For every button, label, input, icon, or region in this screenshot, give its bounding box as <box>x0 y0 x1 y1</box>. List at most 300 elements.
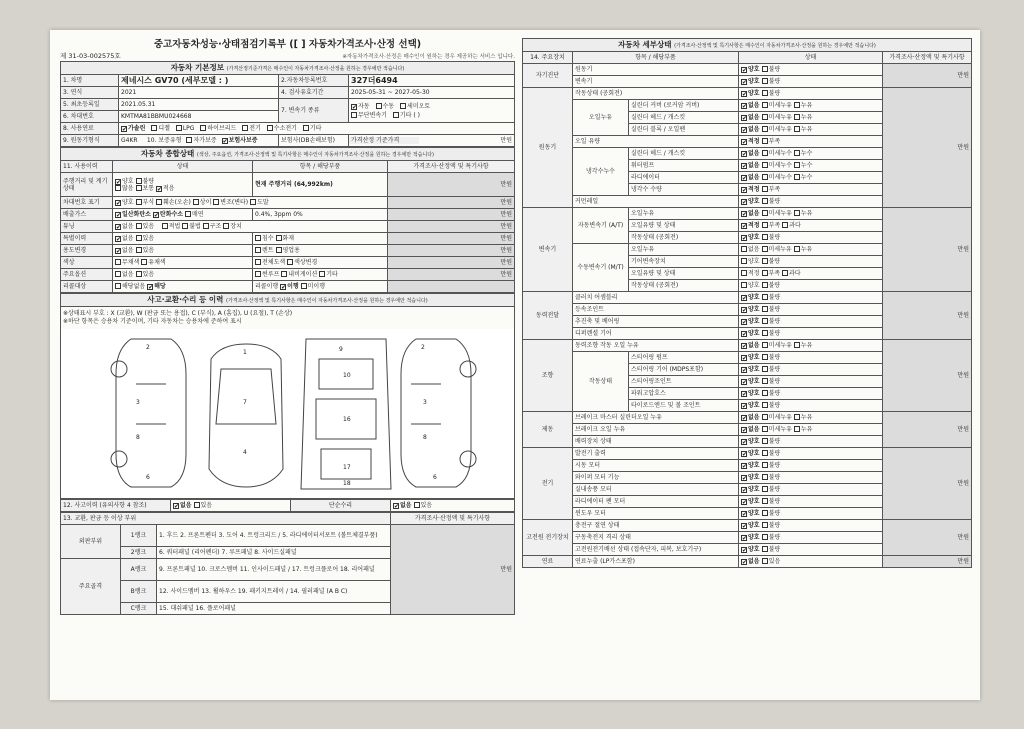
rankB-label: B랭크 <box>121 580 157 602</box>
detail-state <box>739 100 883 112</box>
state-option-label: 양호 <box>748 474 762 481</box>
state-checkbox[interactable] <box>762 378 768 384</box>
checkbox-lpg[interactable] <box>176 125 182 131</box>
state-checkbox[interactable] <box>741 270 747 276</box>
checkbox-diesel[interactable] <box>151 125 157 131</box>
detail-body <box>523 64 972 568</box>
svg-text:2: 2 <box>421 343 425 351</box>
detail-item: 고전원전기배선 상태 (접속단자, 피복, 보호기구) <box>573 544 739 556</box>
state-checkbox[interactable] <box>794 150 800 156</box>
state-checkbox[interactable] <box>762 510 768 516</box>
detail-state <box>739 76 883 88</box>
rank2-label: 2랭크 <box>121 546 157 558</box>
state-checkbox[interactable] <box>762 246 768 252</box>
state-option-label: 불량 <box>768 306 781 313</box>
state-checkbox[interactable] <box>741 487 747 493</box>
state-checkbox[interactable] <box>741 295 747 301</box>
state-checkbox[interactable] <box>782 222 788 228</box>
checkbox-electric[interactable] <box>242 125 248 131</box>
row-recall-state: 해당없음 ✔해당 <box>113 281 253 293</box>
state-checkbox[interactable] <box>741 391 747 397</box>
detail-state <box>739 412 883 424</box>
inspection-period-label: 4. 검사유효기간 <box>279 87 349 99</box>
state-checkbox[interactable] <box>741 187 747 193</box>
state-checkbox[interactable] <box>741 439 747 445</box>
detail-group-name: 전기 <box>523 448 573 520</box>
detail-item: 스티어링 기어 (MDPS포함) <box>629 364 739 376</box>
detail-state <box>739 376 883 388</box>
state-option-label: 불량 <box>768 522 781 529</box>
state-option-label: 불량 <box>768 486 781 493</box>
state-checkbox[interactable] <box>741 139 747 145</box>
reg-number-label: 2.자동차등록번호 <box>279 75 349 87</box>
detail-item: 구동축전지 격리 상태 <box>573 532 739 544</box>
state-checkbox[interactable] <box>741 499 747 505</box>
state-option-label: 양호 <box>748 390 762 397</box>
state-option-label: 누수 <box>800 150 813 157</box>
transmission-label: 7. 변속기 종류 <box>279 99 349 123</box>
detail-state <box>739 88 883 100</box>
state-checkbox[interactable] <box>762 282 768 288</box>
detail-state <box>739 268 883 280</box>
detail-item: 원동기 <box>573 64 739 76</box>
detail-state <box>739 484 883 496</box>
col-item: 항목 / 해당부품 <box>253 161 388 173</box>
state-option-label: 부족 <box>768 222 783 229</box>
state-checkbox[interactable] <box>762 426 768 432</box>
svg-text:1: 1 <box>243 348 247 356</box>
state-option-label: 부족 <box>768 138 781 145</box>
state-checkbox[interactable] <box>762 270 768 276</box>
rankB-items: 12. 사이드멤버 13. 휠하우스 19. 패키지트레이 / 14. 필러패널 (A B C) <box>157 580 391 602</box>
state-option-label: 없음 <box>748 162 762 169</box>
state-checkbox[interactable] <box>741 223 747 229</box>
state-checkbox[interactable] <box>794 126 800 132</box>
state-checkbox[interactable] <box>741 427 747 433</box>
detail-subgroup-name: 오일누유 <box>573 100 629 136</box>
state-checkbox[interactable] <box>741 199 747 205</box>
row-tuning-price: 만원 <box>388 221 515 233</box>
state-checkbox[interactable] <box>762 186 768 192</box>
rank2-items: 6. 쿼터패널 (리어펜더) 7. 루프패널 8. 사이드실패널 <box>157 546 391 558</box>
detail-item: 충전구 절연 상태 <box>573 520 739 532</box>
state-option-label: 없음 <box>748 114 762 121</box>
state-checkbox[interactable] <box>794 114 800 120</box>
state-checkbox[interactable] <box>762 174 768 180</box>
car-outline-drawing <box>61 329 516 499</box>
reg-number-value: 327더6494 <box>349 75 515 87</box>
overall-status-header: 자동차 종합상태 (색상, 주요옵션, 가격조사·산정액 및 특기사항은 매수인이 자동차가격조사·산정을 원하는 경우에만 적습니다) <box>61 148 515 161</box>
svg-text:2: 2 <box>146 343 150 351</box>
detail-item: 브레이크 마스터 실린더오일 누유 <box>573 412 739 424</box>
checkbox-auto[interactable] <box>351 104 357 110</box>
state-option-label: 적정 <box>748 186 762 193</box>
state-checkbox[interactable] <box>741 175 747 181</box>
state-checkbox[interactable] <box>762 498 768 504</box>
checkbox-hybrid[interactable] <box>200 125 206 131</box>
inspection-record-sheet <box>50 30 980 700</box>
state-checkbox[interactable] <box>741 67 747 73</box>
state-checkbox[interactable] <box>762 534 768 540</box>
checkbox-gasoline[interactable] <box>121 126 127 132</box>
state-checkbox[interactable] <box>741 103 747 109</box>
state-checkbox[interactable] <box>794 414 800 420</box>
state-checkbox[interactable] <box>741 535 747 541</box>
price-basis-unit: 만원 <box>500 137 512 144</box>
state-checkbox[interactable] <box>762 318 768 324</box>
exchange-label: 13. 교환, 판금 등 이상 부위 <box>61 512 391 524</box>
state-option-label: 미세누수 <box>768 174 794 181</box>
state-option-label: 양호 <box>748 450 762 457</box>
checkbox-fuel-other[interactable] <box>303 125 309 131</box>
detail-item: 실내송풍 모터 <box>573 484 739 496</box>
row-emission-state: ✔ 일산화탄소 ✔ 탄화수소 매연 <box>113 209 253 221</box>
row-options-item: 썬루프 내비게이션 기타 <box>253 269 388 281</box>
state-checkbox[interactable] <box>762 78 768 84</box>
state-checkbox[interactable] <box>741 367 747 373</box>
state-checkbox[interactable] <box>741 127 747 133</box>
detail-item: 실린더 헤드 / 개스킷 <box>629 112 739 124</box>
state-checkbox[interactable] <box>762 222 768 228</box>
state-checkbox[interactable] <box>741 246 747 252</box>
main-frame-label: 주요골격 <box>61 558 121 614</box>
detail-state <box>739 256 883 268</box>
detail-item: 오일유량 및 상태 <box>629 268 739 280</box>
detail-state <box>739 472 883 484</box>
state-checkbox[interactable] <box>741 379 747 385</box>
detail-item: 커먼레일 <box>573 196 739 208</box>
price-basis-label: 가격산정 기준가격 <box>349 137 419 144</box>
state-checkbox[interactable] <box>762 150 768 156</box>
state-checkbox[interactable] <box>762 294 768 300</box>
car-name-label: 1. 차명 <box>61 75 119 87</box>
detail-subgroup-name: 냉각수누수 <box>573 148 629 196</box>
state-option-label: 불량 <box>768 498 781 505</box>
state-option-label: 없음 <box>748 210 762 217</box>
rankC-label: C랭크 <box>121 602 157 614</box>
state-checkbox[interactable] <box>762 450 768 456</box>
detail-state <box>739 400 883 412</box>
inspection-period-value: 2025-05-31 ~ 2027-05-30 <box>349 87 515 99</box>
detail-state <box>739 532 883 544</box>
state-option-label: 미세누유 <box>768 342 794 349</box>
row-color-item: 전체도색 색상변경 <box>253 257 388 269</box>
state-option-label: 적정 <box>748 270 762 277</box>
state-option-label: 없음 <box>748 102 762 109</box>
detail-state <box>739 184 883 196</box>
checkbox-other[interactable] <box>393 112 399 118</box>
state-checkbox[interactable] <box>762 558 768 564</box>
detail-item: 추진축 및 베어링 <box>573 316 739 328</box>
state-checkbox[interactable] <box>741 163 747 169</box>
state-checkbox[interactable] <box>762 438 768 444</box>
state-checkbox[interactable] <box>741 415 747 421</box>
state-option-label: 양호 <box>748 282 762 289</box>
state-checkbox[interactable] <box>741 307 747 313</box>
state-checkbox[interactable] <box>762 138 768 144</box>
rank1-items: 1. 후드 2. 프론트펜더 3. 도어 4. 트렁크리드 / 5. 라디에이터서포트 (볼트체결부품) <box>157 524 391 546</box>
detail-state <box>739 496 883 508</box>
state-option-label: 없음 <box>748 150 762 157</box>
detail-item: 오일누유 <box>629 244 739 256</box>
detail-state <box>739 328 883 340</box>
row-color-price: 만원 <box>388 257 515 269</box>
state-checkbox[interactable] <box>741 91 747 97</box>
state-option-label: 없음 <box>748 342 762 349</box>
row-options-price: 만원 <box>388 269 515 281</box>
row-vin-mark-name: 차대번호 표기 <box>61 197 113 209</box>
state-checkbox[interactable] <box>741 511 747 517</box>
detail-state <box>739 460 883 472</box>
state-checkbox[interactable] <box>762 486 768 492</box>
detail-state <box>739 364 883 376</box>
state-option-label: 누유 <box>800 246 813 253</box>
state-checkbox[interactable] <box>741 343 747 349</box>
state-option-label: 불량 <box>768 282 781 289</box>
state-checkbox[interactable] <box>762 102 768 108</box>
state-checkbox[interactable] <box>741 79 747 85</box>
detail-state <box>739 340 883 352</box>
detail-group-name: 제동 <box>523 412 573 448</box>
checkbox-insurer-warranty[interactable] <box>222 138 228 144</box>
detail-item: 라디에이터 팬 모터 <box>573 496 739 508</box>
state-checkbox[interactable] <box>762 414 768 420</box>
rank1-label: 1랭크 <box>121 524 157 546</box>
state-option-label: 양호 <box>748 486 762 493</box>
state-option-label: 불량 <box>768 534 781 541</box>
document-number: 제 31-03-002575호 <box>60 52 121 60</box>
state-checkbox[interactable] <box>741 451 747 457</box>
state-option-label: 불량 <box>768 234 781 241</box>
state-option-label: 누유 <box>800 426 813 433</box>
state-option-label: 불량 <box>768 330 781 337</box>
state-option-label: 양호 <box>748 198 762 205</box>
detail-subgroup-name: 수동변속기 (M/T) <box>573 244 629 292</box>
exchange-price: 만원 <box>391 524 515 614</box>
state-checkbox[interactable] <box>762 114 768 120</box>
state-checkbox[interactable] <box>741 355 747 361</box>
state-option-label: 누수 <box>800 174 813 181</box>
svg-text:18: 18 <box>343 479 351 487</box>
state-checkbox[interactable] <box>762 546 768 552</box>
detail-item: 발전기 출력 <box>573 448 739 460</box>
detail-item: 실린더 블록 / 오일팬 <box>629 124 739 136</box>
state-option-label: 양호 <box>748 366 762 373</box>
detail-item: 브레이크 오일 누유 <box>573 424 739 436</box>
state-checkbox[interactable] <box>741 403 747 409</box>
state-checkbox[interactable] <box>794 210 800 216</box>
row-usage-price: 만원 <box>388 245 515 257</box>
detail-state <box>739 208 883 220</box>
simple-repair-label: 단순수리 <box>291 499 391 511</box>
state-option-label: 없음 <box>748 126 762 133</box>
col-detail-item: 항목 / 해당부품 <box>573 52 739 64</box>
svg-text:17: 17 <box>343 463 351 471</box>
detail-group-name: 원동기 <box>523 88 573 208</box>
detail-group-price: 만원 <box>883 340 972 412</box>
detail-state <box>739 64 883 76</box>
detail-state <box>739 316 883 328</box>
row-usage-item: 렌트 영업용 <box>253 245 388 257</box>
svg-text:6: 6 <box>433 473 437 481</box>
state-option-label: 누유 <box>800 102 813 109</box>
checkbox-self-warranty[interactable] <box>186 137 192 143</box>
detail-group-price: 만원 <box>883 88 972 208</box>
state-checkbox[interactable] <box>794 426 800 432</box>
state-checkbox[interactable] <box>741 523 747 529</box>
detail-state <box>739 124 883 136</box>
row-odometer-item: 현재 주행거리 (64,992km) <box>253 173 388 197</box>
detail-state <box>739 304 883 316</box>
detail-item: 오일누유 <box>629 208 739 220</box>
state-checkbox[interactable] <box>762 474 768 480</box>
state-checkbox[interactable] <box>762 126 768 132</box>
state-option-label: 불량 <box>768 546 781 553</box>
checkbox-semi-auto[interactable] <box>400 103 406 109</box>
state-option-label: 양호 <box>748 378 762 385</box>
state-checkbox[interactable] <box>762 198 768 204</box>
state-option-label: 과다 <box>789 270 801 277</box>
detail-state <box>739 544 883 556</box>
state-checkbox[interactable] <box>741 115 747 121</box>
detail-group-name: 고전원 전기장치 <box>523 520 573 556</box>
row-color-name: 색상 <box>61 257 113 269</box>
checkbox-cvt[interactable] <box>351 112 357 118</box>
detail-row <box>523 292 972 304</box>
detail-item: 시동 모터 <box>573 460 739 472</box>
state-checkbox[interactable] <box>762 366 768 372</box>
first-reg-label: 5. 최초등록일 <box>61 99 119 111</box>
state-option-label: 누유 <box>800 126 813 133</box>
detail-item: 배력장치 상태 <box>573 436 739 448</box>
detail-subgroup-name: 작동상태 <box>573 352 629 412</box>
detail-state <box>739 112 883 124</box>
state-checkbox[interactable] <box>762 354 768 360</box>
document-title: 중고자동차성능·상태점검기록부 ([ ] 자동차가격조사·산정 선택) <box>153 39 422 50</box>
basic-info-table: 자동차 기본정보 (가격산정기준가격은 매수인이 자동차가격조사·산정을 원하는 경우에만 적습니다) 1. 차명 제네시스 GV70 (세부모델 : ) 2.자동차등록번호 327더6494 3. 연식 2021 4. 검사유효기간 2025-05-31 ~ 2027-05-30 5. 최초등록일 2021.05.31 7. 변속기 종류 ✔자동 수동 세미오토 무단변속기 기타 ( ) 6. 차대번호 KMTMA81BBMU024668 8. 사용연료 ✔ 가솔린 디젤 LPG 하이브리드 전기 수소전기 기타 9. 원동기형식 G4KR 10. 보증유형 자가보증 ✔ 보험사보증 보험사(DB손해보험) 가격산정 기준가격 만원 <box>60 61 515 147</box>
state-checkbox[interactable] <box>741 463 747 469</box>
state-checkbox[interactable] <box>741 559 747 565</box>
state-checkbox[interactable] <box>762 402 768 408</box>
state-option-label: 양호 <box>748 546 762 553</box>
detail-state <box>739 388 883 400</box>
detail-state <box>739 508 883 520</box>
detail-group-price: 만원 <box>883 208 972 292</box>
right-column <box>522 38 972 568</box>
state-checkbox[interactable] <box>762 66 768 72</box>
col-detail-price: 가격조사·산정액 및 특기사항 <box>883 52 972 64</box>
svg-text:16: 16 <box>343 415 351 423</box>
state-checkbox[interactable] <box>794 342 800 348</box>
state-checkbox[interactable] <box>762 306 768 312</box>
state-option-label: 부족 <box>768 186 781 193</box>
state-checkbox[interactable] <box>741 475 747 481</box>
state-checkbox[interactable] <box>741 211 747 217</box>
detail-item: 클러치 어셈블리 <box>573 292 739 304</box>
detail-header: 자동차 세부상태 (가격조사·산정액 및 특기사항은 매수인이 자동차가격조사·산정을 원하는 경우에만 적습니다) <box>523 39 972 52</box>
state-checkbox[interactable] <box>741 319 747 325</box>
state-option-label: 양호 <box>748 66 762 73</box>
accident-summary-table <box>60 499 515 512</box>
car-left-side <box>116 339 186 487</box>
detail-state <box>739 148 883 160</box>
accident-legend: ※상태표시 부호 : X (교환), W (판금 또는 용접), C (부식), A (흠집), U (요철), T (손상) <box>63 309 293 317</box>
row-color-state: 무채색 유채색 <box>113 257 253 269</box>
state-option-label: 불량 <box>768 462 781 469</box>
detail-item: 등속조인트 <box>573 304 739 316</box>
left-column <box>60 38 515 615</box>
row-emission-name: 배출가스 <box>61 209 113 221</box>
state-option-label: 양호 <box>748 498 762 505</box>
state-checkbox[interactable] <box>741 258 747 264</box>
checkbox-hydrogen[interactable] <box>267 125 273 131</box>
state-checkbox[interactable] <box>762 234 768 240</box>
state-checkbox[interactable] <box>762 210 768 216</box>
state-option-label: 양호 <box>748 462 762 469</box>
detail-state <box>739 172 883 184</box>
detail-item: 파워고압호스 <box>629 388 739 400</box>
state-checkbox[interactable] <box>782 270 788 276</box>
state-option-label: 양호 <box>748 258 762 265</box>
detail-item: 기어변속장치 <box>629 256 739 268</box>
state-checkbox[interactable] <box>762 390 768 396</box>
state-checkbox[interactable] <box>762 342 768 348</box>
state-checkbox[interactable] <box>794 162 800 168</box>
state-checkbox[interactable] <box>741 547 747 553</box>
state-checkbox[interactable] <box>762 162 768 168</box>
state-checkbox[interactable] <box>762 90 768 96</box>
state-option-label: 있음 <box>768 558 781 565</box>
state-checkbox[interactable] <box>794 174 800 180</box>
detail-item: 오일 유량 <box>573 136 739 148</box>
col-price: 가격조사·산정액 및 특기사항 <box>388 161 515 173</box>
svg-text:10: 10 <box>343 371 351 379</box>
state-checkbox[interactable] <box>762 462 768 468</box>
detail-group-price: 만원 <box>883 64 972 88</box>
state-checkbox[interactable] <box>741 235 747 241</box>
state-checkbox[interactable] <box>794 102 800 108</box>
fuel-options: ✔ 가솔린 디젤 LPG 하이브리드 전기 수소전기 기타 <box>119 123 515 135</box>
state-option-label: 양호 <box>748 354 762 361</box>
state-option-label: 미세누유 <box>768 246 794 253</box>
detail-state <box>739 232 883 244</box>
state-checkbox[interactable] <box>741 331 747 337</box>
state-checkbox[interactable] <box>762 522 768 528</box>
state-checkbox[interactable] <box>741 282 747 288</box>
state-checkbox[interactable] <box>762 258 768 264</box>
state-option-label: 불량 <box>768 510 781 517</box>
detail-item: 작동상태 (공회전) <box>629 232 739 244</box>
state-option-label: 과다 <box>789 222 801 229</box>
detail-group-name: 조향 <box>523 340 573 412</box>
fuel-label: 8. 사용연료 <box>61 123 119 135</box>
col-device: 14. 주요장치 <box>523 52 573 64</box>
warranty-note: 보험사(DB손해보험) <box>279 135 349 147</box>
state-checkbox[interactable] <box>741 151 747 157</box>
car-front <box>209 344 283 487</box>
vin-value: KMTMA81BBMU024668 <box>119 111 279 123</box>
detail-state <box>739 556 883 568</box>
state-checkbox[interactable] <box>762 330 768 336</box>
state-option-label: 불량 <box>768 474 781 481</box>
state-checkbox[interactable] <box>794 246 800 252</box>
state-option-label: 적정 <box>748 222 762 229</box>
state-option-label: 불량 <box>768 258 781 265</box>
detail-row <box>523 208 972 220</box>
checkbox-manual[interactable] <box>376 103 382 109</box>
detail-group-name: 동력전달 <box>523 292 573 340</box>
state-option-label: 누수 <box>800 162 813 169</box>
